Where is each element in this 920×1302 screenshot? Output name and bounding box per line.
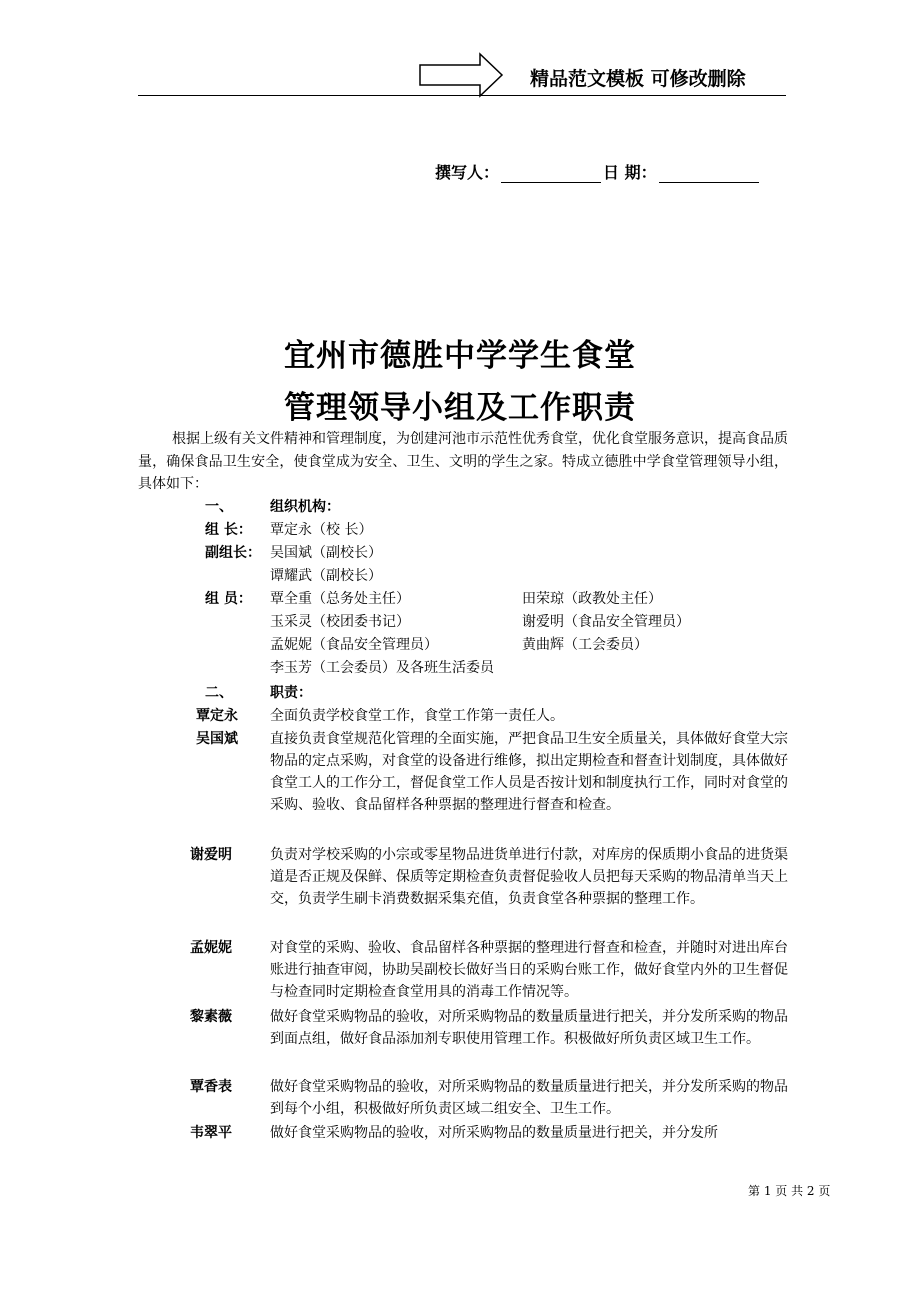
duty-person-name: 韦翠平 [190, 1125, 232, 1141]
duty-description: 对食堂的采购、验收、食品留样各种票据的整理进行督查和检查，并随时对进出库台账进行抽查审阅，协助吴副校长做好当日的采购台账工作，做好食堂内外的卫生督促与检查同时定期检查食堂用具的消毒工作情况等。 [270, 940, 788, 1000]
member-name: 覃全重（总务处主任） [270, 591, 410, 607]
deputy-label: 副组长： [205, 545, 261, 561]
leader-name: 覃定永（校 长） [270, 522, 373, 538]
page-number: 第 1 页 共 2 页 [748, 1184, 831, 1198]
duty-description: 全面负责学校食堂工作，食堂工作第一责任人。 [270, 708, 564, 724]
page-title-line1: 宜州市德胜中学学生食堂 [284, 338, 636, 374]
duty-person-name: 黎素薇 [190, 1009, 232, 1025]
page-title-line2: 管理领导小组及工作职责 [284, 390, 636, 426]
duty-person-name: 覃定永 [196, 708, 238, 724]
deputy-name: 吴国斌（副校长） [270, 545, 382, 561]
member-name: 田荣琼（政教处主任） [522, 591, 662, 607]
author-date-line [435, 160, 761, 183]
arrow-icon [418, 52, 504, 98]
duty-person-name: 覃香表 [190, 1079, 232, 1095]
date-label: 日 期： [603, 163, 657, 182]
section2-heading: 职责： [270, 685, 312, 701]
duty-description: 做好食堂采购物品的验收，对所采购物品的数量质量进行把关，并分发所采购的物品到面点组，做好食品添加剂专职使用管理工作。积极做好所负责区域卫生工作。 [270, 1009, 788, 1047]
duty-description: 直接负责食堂规范化管理的全面实施，严把食品卫生安全质量关，具体做好食堂大宗物品的定点采购，对食堂的设备进行维修，拟出定期检查和督查计划制度，具体做好食堂工人的工作分工，督促食堂工作人员是否按计划和制度执行工作，同时对食堂的采购、验收、食品留样各种票据的整理进行督查和检查。 [270, 731, 788, 813]
duty-person-name: 孟妮妮 [190, 940, 232, 956]
section1-number: 一、 [205, 499, 233, 515]
duty-description: 做好食堂采购物品的验收，对所采购物品的数量质量进行把关，并分发所采购的物品到每个小组，积极做好所负责区域二组安全、卫生工作。 [270, 1079, 788, 1117]
author-blank [501, 166, 601, 183]
member-name: 孟妮妮（食品安全管理员） [270, 637, 438, 653]
section2-number: 二、 [205, 685, 233, 701]
intro-paragraph: 根据上级有关文件精神和管理制度，为创建河池市示范性优秀食堂，优化食堂服务意识，提高食品质量，确保食品卫生安全，使食堂成为安全、卫生、文明的学生之家。特成立德胜中学食堂管理领导小组，具体如下： [138, 431, 788, 492]
header-tagline: 精品范文模板 可修改删除 [530, 68, 746, 90]
duty-description: 负责对学校采购的小宗或零星物品进货单进行付款，对库房的保质期小食品的进货渠道是否正规及保鲜、保质等定期检查负责督促验收人员把每天采购的物品清单当天上交，负责学生刷卡消费数据采集充值，负责食堂各种票据的整理工作。 [270, 847, 788, 907]
member-name: 玉采灵（校团委书记） [270, 614, 410, 630]
duty-description: 做好食堂采购物品的验收，对所采购物品的数量质量进行把关，并分发所 [270, 1125, 718, 1141]
member-name: 黄曲辉（工会委员） [522, 637, 648, 653]
members-label: 组 员： [205, 591, 252, 607]
header-divider [138, 95, 786, 96]
deputy-name: 谭耀武（副校长） [270, 568, 382, 584]
duty-person-name: 谢爱明 [190, 847, 232, 863]
duty-person-name: 吴国斌 [196, 731, 238, 747]
leader-label: 组 长： [205, 522, 252, 538]
member-name: 谢爱明（食品安全管理员） [522, 614, 690, 630]
section1-heading: 组织机构： [270, 499, 340, 515]
member-name: 李玉芳（工会委员）及各班生活委员 [270, 660, 494, 676]
author-label: 撰写人： [435, 163, 500, 182]
date-blank [659, 166, 759, 183]
